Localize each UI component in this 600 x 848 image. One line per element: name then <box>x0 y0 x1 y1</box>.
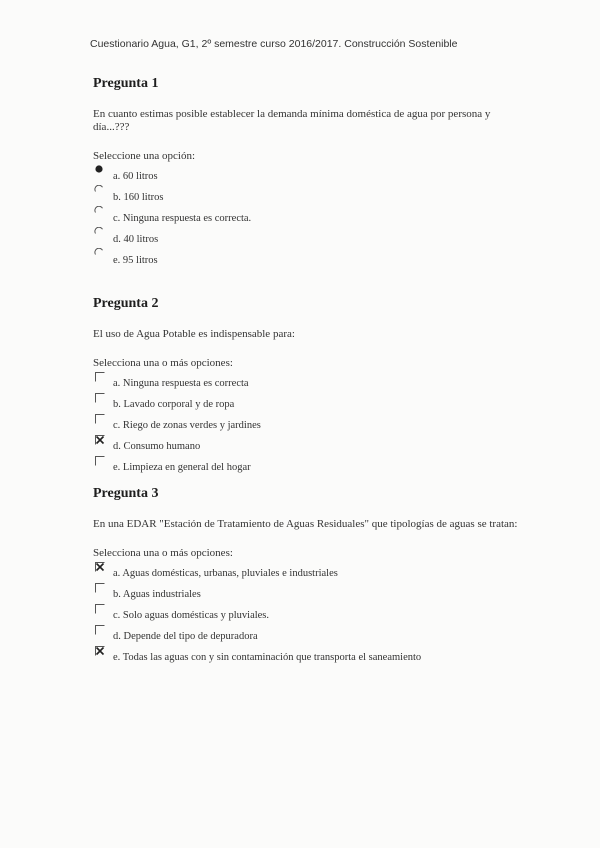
question-text: En cuanto estimas posible establecer la demanda mínima doméstica de agua por persona y día...??? <box>93 108 491 133</box>
option-label: c. Solo aguas domésticas y pluviales. <box>113 610 270 621</box>
options-list <box>93 563 533 668</box>
question-title: Pregunta 3 <box>93 486 159 501</box>
option-label: c. Ninguna respuesta es correcta. <box>113 213 252 224</box>
question-instruction: Selecciona una o más opciones: <box>93 547 233 559</box>
checkbox-checked-icon[interactable] <box>94 645 106 657</box>
question-3 <box>93 486 533 668</box>
answer-option[interactable] <box>93 208 533 229</box>
question-instruction: Seleccione una opción: <box>93 150 196 162</box>
option-label: a. Ninguna respuesta es correcta <box>113 378 249 389</box>
options-list <box>93 373 533 478</box>
option-label: a. Aguas domésticas, urbanas, pluviales e industriales <box>113 568 338 579</box>
answer-option[interactable] <box>93 436 533 457</box>
option-label: d. Consumo humano <box>113 441 201 452</box>
option-label: a. 60 litros <box>113 171 158 182</box>
radio-icon[interactable] <box>94 227 106 239</box>
answer-option[interactable] <box>93 166 533 187</box>
answer-option[interactable] <box>93 373 533 394</box>
answer-option[interactable] <box>93 647 533 668</box>
question-title: Pregunta 1 <box>93 76 159 91</box>
answer-option[interactable] <box>93 394 533 415</box>
radio-icon[interactable] <box>94 248 106 260</box>
answer-option[interactable] <box>93 626 533 647</box>
checkbox-icon[interactable] <box>94 582 106 594</box>
options-list <box>93 166 533 271</box>
option-label: d. 40 litros <box>113 234 159 245</box>
answer-option[interactable] <box>93 605 533 626</box>
checkbox-icon[interactable] <box>94 371 106 383</box>
option-label: b. Aguas industriales <box>113 589 201 600</box>
checkbox-checked-icon[interactable] <box>94 561 106 573</box>
radio-selected-icon[interactable] <box>94 164 106 176</box>
question-2 <box>93 296 533 478</box>
option-label: c. Riego de zonas verdes y jardines <box>113 420 261 431</box>
answer-option[interactable] <box>93 250 533 271</box>
answer-option[interactable] <box>93 457 533 478</box>
answer-option[interactable] <box>93 563 533 584</box>
option-label: d. Depende del tipo de depuradora <box>113 631 258 642</box>
question-text: En una EDAR "Estación de Tratamiento de Aguas Residuales" que tipologías de aguas se tratan: <box>93 518 518 530</box>
checkbox-icon[interactable] <box>94 455 106 467</box>
option-label: b. 160 litros <box>113 192 164 203</box>
checkbox-checked-icon[interactable] <box>94 434 106 446</box>
checkbox-icon[interactable] <box>94 603 106 615</box>
question-instruction: Selecciona una o más opciones: <box>93 357 233 369</box>
checkbox-icon[interactable] <box>94 624 106 636</box>
checkbox-icon[interactable] <box>94 392 106 404</box>
radio-icon[interactable] <box>94 206 106 218</box>
answer-option[interactable] <box>93 229 533 250</box>
checkbox-icon[interactable] <box>94 413 106 425</box>
answer-option[interactable] <box>93 415 533 436</box>
question-text: El uso de Agua Potable es indispensable para: <box>93 328 295 340</box>
option-label: e. Todas las aguas con y sin contaminación que transporta el saneamiento <box>113 652 422 663</box>
question-1 <box>93 76 533 271</box>
answer-option[interactable] <box>93 584 533 605</box>
option-label: e. Limpieza en general del hogar <box>113 462 251 473</box>
question-title: Pregunta 2 <box>93 296 159 311</box>
option-label: b. Lavado corporal y de ropa <box>113 399 235 410</box>
document-header: Cuestionario Agua, G1, 2º semestre curso 2016/2017. Construcción Sostenible <box>90 38 458 50</box>
option-label: e. 95 litros <box>113 255 158 266</box>
radio-icon[interactable] <box>94 185 106 197</box>
answer-option[interactable] <box>93 187 533 208</box>
